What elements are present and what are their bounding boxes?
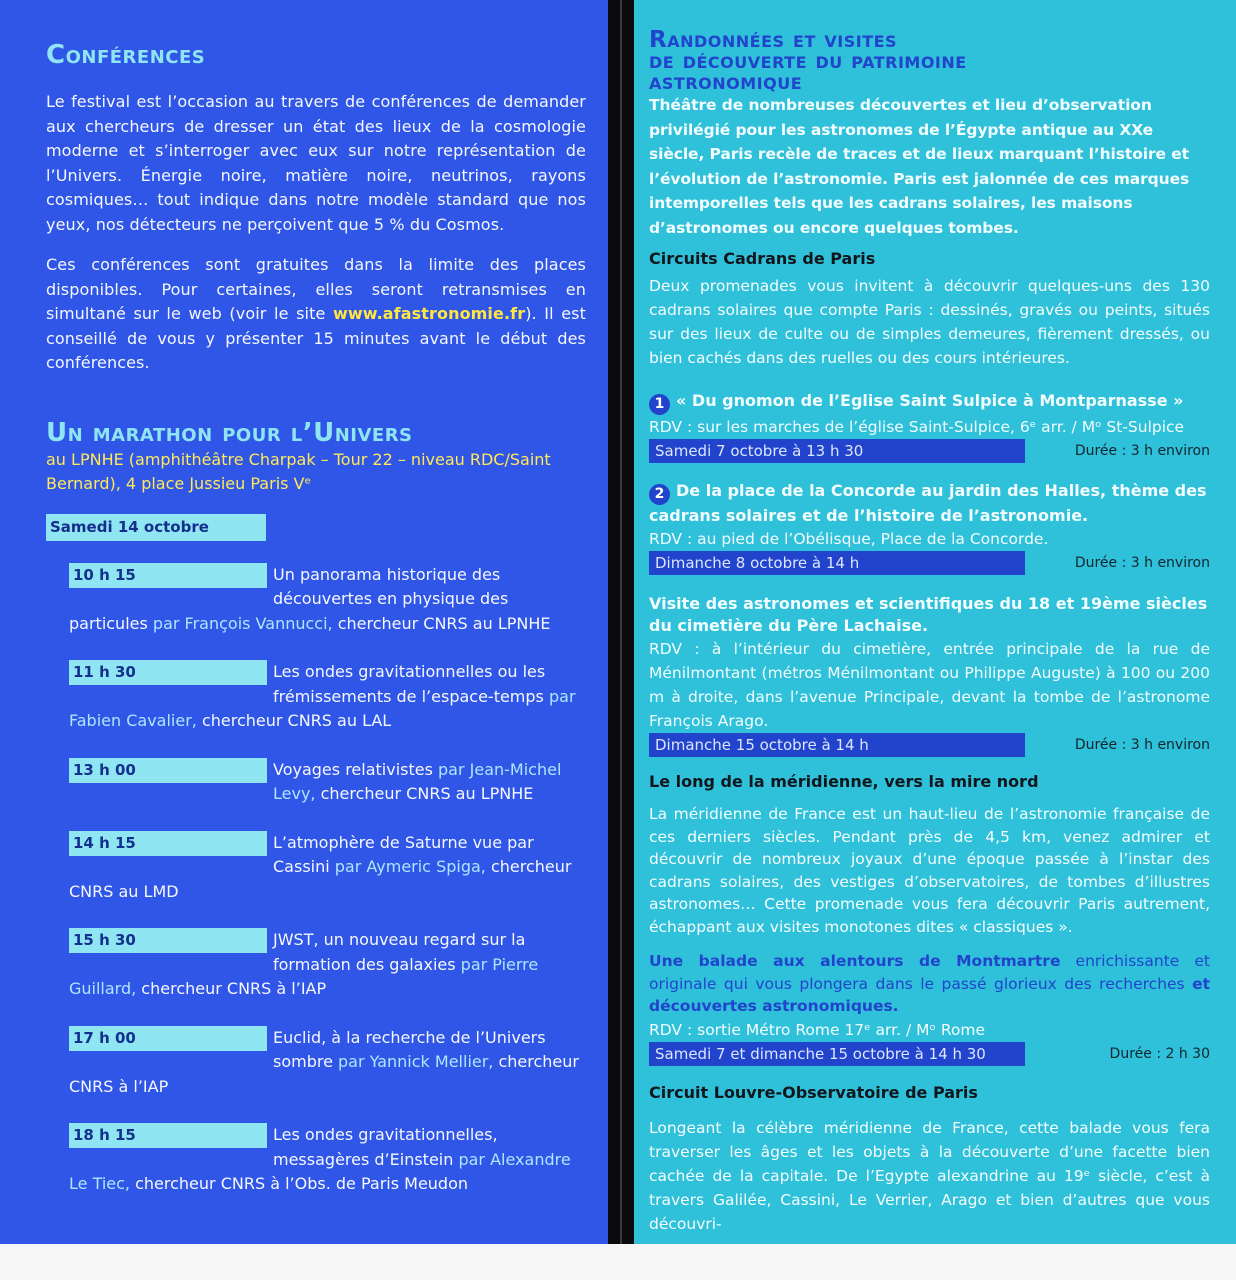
montmartre-date-row [649,1042,1210,1066]
louvre-heading: Circuit Louvre-Observatoire de Paris [649,1082,978,1102]
walk1-rdv: RDV : sur les marches de l’église Saint-Sulpice, 6ᵉ arr. / Mᵒ St-Sulpice [649,418,1185,436]
walk2-date: Dimanche 8 octobre à 14 h [649,551,1025,575]
talk-item [69,1026,585,1100]
walk2-duration: Durée : 3 h environ [1074,555,1210,571]
lachaise-date: Dimanche 15 octobre à 14 h [649,733,1025,757]
lachaise-rdv: RDV : à l’intérieur du cimetière, entrée principale de la rue de Ménilmontant (métros Ménilmontant ou Philippe Auguste) à 100 ou 200 m à droite, dans l’avenue Principale, devant la tombe de l’astronome François Arago. [649,640,1210,730]
walk2-title-text: De la place de la Concorde au jardin des Halles, thème des cadrans solaires et de l’histoire de l’astronomie. [649,481,1207,525]
conferences-info-a: Ces conférences sont gratuites dans la limite des places disponibles. Pour certaines, elles seront retransmises en simultané sur le web (voir le site [46,255,586,323]
circuits-heading: Circuits Cadrans de Paris [649,249,876,268]
walk1-duration: Durée : 3 h environ [1074,443,1210,459]
talk-title: L’atmophère de Saturne vue par Cassini [273,832,534,876]
randonnees-heading [649,27,1210,95]
talk-item [69,563,585,637]
talk-time: 13 h 00 [69,758,267,783]
walk1-title-text: « Du gnomon de l’Eglise Saint Sulpice à Montparnasse » [676,391,1184,410]
walk1-number-badge: 1 [649,394,670,415]
left-panel [0,0,608,1280]
talk-time: 17 h 00 [69,1026,267,1051]
talk-item [69,831,585,905]
talk-title: Les ondes gravitationnelles ou les frémissements de l’espace-temps [273,662,546,706]
talks-list [46,563,586,1197]
walk2-rdv: RDV : au pied de l’Obélisque, Place de la Concorde. [649,530,1049,548]
talk-title: Les ondes gravitationnelles, messagères d’Einstein [273,1125,498,1169]
randonnees-heading-line2: de découverte du patrimoine [649,48,967,74]
walk1-date: Samedi 7 octobre à 13 h 30 [649,439,1025,463]
lachaise-date-row [649,733,1210,757]
montmartre-end: et découvertes astronomiques. [649,974,1210,1015]
marathon-venue: au LPNHE (amphithéâtre Charpak – Tour 22 – niveau RDC/Saint Bernard), 4 place Jussieu Paris Vᵉ [46,449,551,493]
talk-speaker: par Fabien Cavalier, [69,686,576,730]
talk-affiliation: chercheur CNRS au LMD [69,857,572,901]
walk1-title [649,390,1210,415]
talk-item [69,660,585,734]
montmartre-date: Samedi 7 et dimanche 15 octobre à 14 h 30 [649,1042,1025,1066]
lachaise-title: Visite des astronomes et scientifiques du 18 et 19ème siècles du cimetière du Père Lachaise. [649,594,1208,635]
marathon-heading: Un marathon pour l’Univers [46,417,413,448]
conferences-heading: Conférences [46,40,206,70]
talk-affiliation: chercheur CNRS au LPNHE [332,613,551,633]
montmartre-rdv: RDV : sortie Métro Rome 17ᵉ arr. / Mᵒ Rome [649,1020,986,1039]
walk2-number-badge: 2 [649,484,670,505]
talk-title: Euclid, à la recherche de l’Univers sombre [273,1027,546,1071]
conferences-intro: Le festival est l’occasion au travers de conférences de demander aux chercheurs de dresser un état des lieux de la cosmologie moderne et s’interroger avec eux sur notre représentation de l’Univers. Énergie noire, matière noire, neutrinos, rayons cosmiques… tout indique dans notre modèle standard que nos yeux, nos détecteurs ne perçoivent que 5 % du Cosmos. [46,92,586,234]
conferences-info [46,253,586,376]
page-fold [620,0,622,1280]
talk-item [69,928,585,1002]
montmartre-bold: Une balade aux alentours de Montmartre [649,952,1061,970]
talk-speaker: par François Vannucci, [147,613,333,633]
circuits-text: Deux promenades vous invitent à découvrir quelques-uns des 130 cadrans solaires que compte Paris : dessinés, gravés ou peints, situés sur des lieux de culte ou de simples demeures, fièrement dressés, ou bien cachés dans des ruelles ou des cours intérieures. [649,277,1210,367]
right-panel [634,0,1236,1280]
talk-speaker: par Jean-Michel Levy, [273,759,562,803]
montmartre-text [649,950,1210,1018]
talk-affiliation: chercheur CNRS à l’Obs. de Paris Meudon [130,1174,469,1193]
talk-affiliation: chercheur CNRS à l’IAP [136,979,327,998]
meridienne-text: La méridienne de France est un haut-lieu de l’astronomie française de ces derniers siècles. Pendant près de 4,5 km, venez admirer et découvrir de nombreux joyaux d’une époque passée à l’instar des cadrans solaires, des vestiges d’observatoires, de tombes d’illustres astronomes… Cette promenade vous fera découvrir Paris autrement, échappant aux visites monotones dites « classiques ». [649,805,1210,936]
randonnees-heading-line1: Randonnées et visites [649,27,898,53]
talk-speaker: par Alexandre Le Tiec, [69,1149,571,1193]
louvre-text: Longeant la célèbre méridienne de France, cette balade vous fera traverser les âges et les objets à la découverte d’une facette bien cachée de la capitale. De l’Egypte alexandrine au 19ᵉ siècle, c’est à travers Galilée, Cassini, Le Verrier, Arago et bien d’autres que vous découvri- [649,1118,1210,1233]
talk-item [69,758,585,807]
walk2-title [649,480,1210,527]
talk-affiliation: chercheur CNRS au LPNHE [315,784,534,803]
talk-time: 15 h 30 [69,928,267,953]
day-label: Samedi 14 octobre [46,514,266,541]
talk-time: 11 h 30 [69,660,267,685]
talk-time: 10 h 15 [69,563,267,588]
randonnees-intro: Théâtre de nombreuses découvertes et lieu d’observation privilégié pour les astronomes de l’Égypte antique au XXe siècle, Paris recèle de traces et de lieux marquant l’histoire et l’évolution de l’astronomie. Paris est jalonnée de ces marques intemporelles tels que les cadrans solaires, les maisons d’astronomes ou encore quelques tombes. [649,96,1190,237]
talk-affiliation: chercheur CNRS à l’IAP [69,1052,579,1096]
walk2-date-row [649,551,1210,575]
talk-time: 18 h 15 [69,1123,267,1148]
talk-title: Voyages relativistes [273,759,433,779]
montmartre-duration: Durée : 2 h 30 [1109,1045,1210,1062]
page-bottom-edge [0,1244,1236,1280]
talk-speaker: par Pierre Guillard, [69,954,539,998]
talk-time: 14 h 15 [69,831,267,856]
website-link[interactable]: www.afastronomie.fr [332,304,526,323]
talk-title: Un panorama historique des découvertes en physique des particules [69,564,509,633]
randonnees-heading-line3: astronomique [649,69,803,95]
talk-speaker: par Aymeric Spiga, [329,857,486,876]
conferences-info-b: ). Il est conseillé de vous y présenter 15 minutes avant le début des conférences. [46,304,586,372]
walk1-date-row [649,439,1210,463]
talk-affiliation: chercheur CNRS au LAL [196,711,392,730]
montmartre-mid: enrichissante et originale qui vous plongera dans le passé glorieux des recherches [649,952,1210,993]
talk-item [69,1123,585,1197]
talk-title: JWST, un nouveau regard sur la formation des galaxies [273,930,526,974]
meridienne-heading: Le long de la méridienne, vers la mire nord [649,772,1039,791]
talk-speaker: par Yannick Mellier, [332,1052,494,1071]
lachaise-duration: Durée : 3 h environ [1074,737,1210,753]
